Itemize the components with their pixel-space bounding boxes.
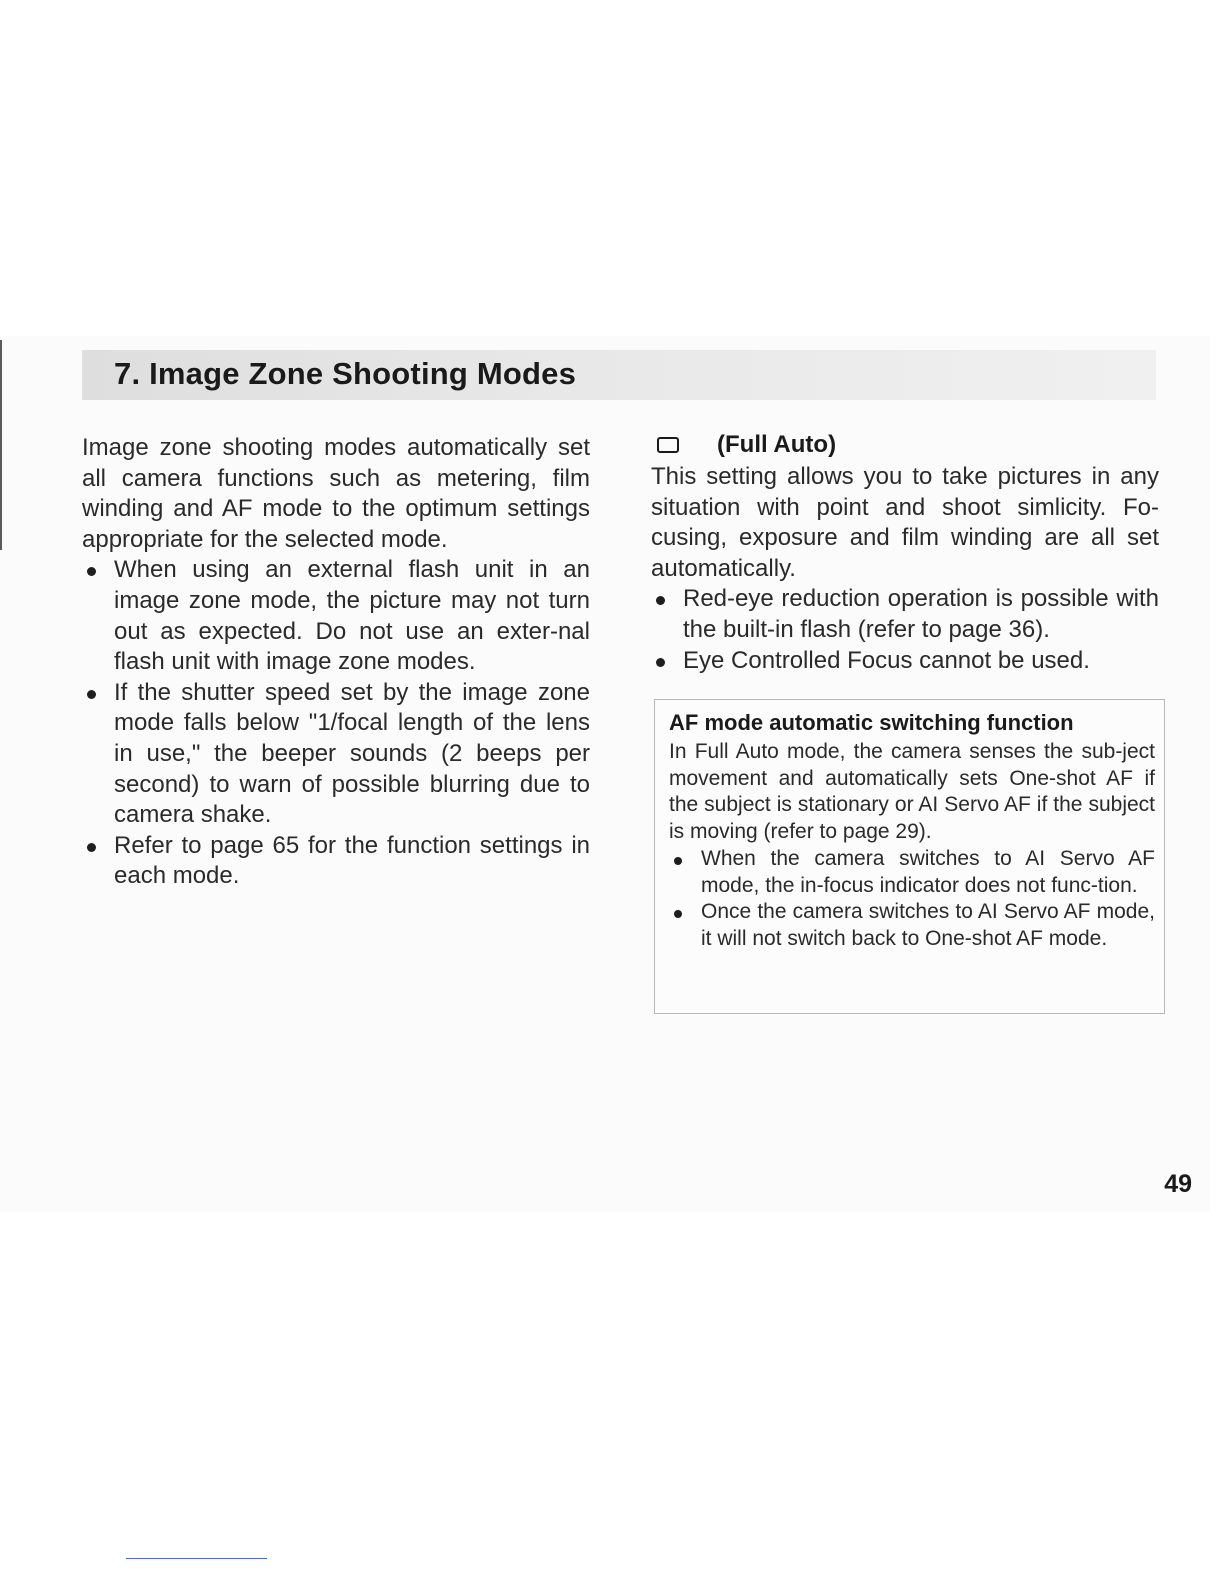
list-item (82, 831, 590, 892)
list-item (651, 584, 1159, 645)
list-item (669, 899, 1155, 952)
footer-rule (126, 1558, 267, 1559)
list-item-text: If the shutter speed set by the image zone mode falls below "1/focal length of the lens in use," the beeper sounds (2 beeps per second) to warn of possible blurring due to camera shake. (114, 678, 590, 829)
list-item (82, 678, 590, 831)
list-item (669, 846, 1155, 899)
list-item-text: Red-eye reduction operation is possible with the built-in flash (refer to page 36). (683, 585, 1159, 643)
bullet-dot-icon (87, 567, 96, 576)
af-box-paragraph: In Full Auto mode, the camera senses the sub-ject movement and automatically sets One-shot AF if the subject is stationary or AI Servo AF if the subject is moving (refer to page 29). (669, 740, 1155, 844)
full-auto-heading (651, 428, 1159, 462)
bullet-dot-icon (674, 910, 682, 918)
page-number: 49 (1164, 1170, 1192, 1198)
full-auto-paragraph: This setting allows you to take pictures in any situation with point and shoot simlicity. Fo-cusing, exposure and film winding are all set automatically. (651, 463, 1159, 582)
full-auto-heading-text: (Full Auto) (717, 430, 837, 458)
left-bullet-list (82, 555, 590, 892)
bullet-dot-icon (656, 596, 665, 605)
af-box-heading: AF mode automatic switching function (669, 710, 1074, 735)
list-item-text: When the camera switches to AI Servo AF mode, the in-focus indicator does not func-tion. (701, 846, 1155, 897)
list-item-text: When using an external flash unit in an image zone mode, the picture may not turn out as expected. Do not use an exter-nal flash unit with image zone modes. (114, 556, 590, 676)
list-item-text: Once the camera switches to AI Servo AF mode, it will not switch back to One-shot AF mode. (701, 900, 1155, 950)
section-title: 7. Image Zone Shooting Modes (114, 356, 577, 391)
left-column (82, 433, 590, 892)
list-item-text: Eye Controlled Focus cannot be used. (683, 646, 1090, 674)
bullet-dot-icon (87, 843, 96, 852)
section-title-bar (82, 350, 1156, 400)
bullet-dot-icon (656, 658, 665, 667)
page-edge-mark (0, 340, 2, 550)
af-box-bullet-list (669, 846, 1155, 953)
full-auto-rectangle-icon (657, 437, 679, 453)
list-item (651, 646, 1159, 677)
list-item (82, 555, 590, 677)
right-bullet-list (651, 584, 1159, 676)
right-column (651, 428, 1159, 676)
bullet-dot-icon (674, 857, 682, 865)
af-switching-note-box (654, 699, 1165, 1014)
bullet-dot-icon (87, 690, 96, 699)
list-item-text: Refer to page 65 for the function settings in each mode. (114, 831, 590, 890)
left-intro-paragraph: Image zone shooting modes automatically set all camera functions such as metering, film winding and AF mode to the optimum settings appropriate for the selected mode. (82, 434, 590, 553)
